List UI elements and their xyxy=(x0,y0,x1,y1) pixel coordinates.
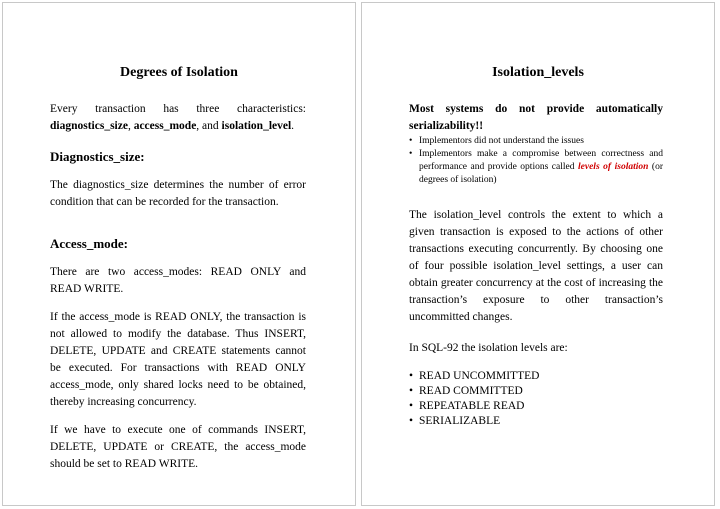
separator: . xyxy=(291,120,295,132)
lead-statement: Most systems do not provide automatically serializability!! xyxy=(409,103,663,132)
term-access-mode: access_mode xyxy=(133,120,197,132)
separator: , xyxy=(127,120,134,132)
isolation-levels-list xyxy=(409,369,663,429)
reasons-list xyxy=(409,135,663,187)
levels-of-isolation-highlight: levels of isolation xyxy=(578,162,649,172)
reason-item: • Implementors did not understand the issues xyxy=(409,135,663,148)
reason-item xyxy=(409,148,663,187)
isolation-level-paragraph: The isolation_level controls the extent to which a given transaction is exposed to the actions of other transactions executing concurrently. By choosing one of four possible isolation_level settings, a user can obtain greater concurrency at the cost of increasing the transaction’s exposure to other transaction’s uncommitted changes. xyxy=(409,209,663,323)
slide-body xyxy=(50,101,306,473)
slide-title: Isolation_levels xyxy=(492,65,584,80)
access-mode-heading: Access_mode: xyxy=(50,236,128,251)
level-item: • READ UNCOMMITTED xyxy=(409,369,663,384)
intro-text: Every transaction has three characteristics: xyxy=(50,103,306,115)
intro-terms xyxy=(50,118,306,135)
term-diagnostics-size: diagnostics_size xyxy=(50,120,128,132)
separator: , and xyxy=(196,120,222,132)
slide-body xyxy=(409,101,663,429)
diagnostics-text: The diagnostics_size determines the number of error condition that can be recorded for the transaction. xyxy=(50,179,306,208)
access-mode-para-1: There are two access_modes: READ ONLY and READ WRITE. xyxy=(50,266,306,295)
level-item: • SERIALIZABLE xyxy=(409,414,663,429)
access-mode-para-3: If we have to execute one of commands INSERT, DELETE, UPDATE or CREATE, the access_mode should be set to READ WRITE. xyxy=(50,424,306,470)
right-slide xyxy=(361,2,715,506)
reason-text: Implementors make a compromise between correctness and performance and provide options called xyxy=(419,149,663,172)
term-isolation-level: isolation_level xyxy=(221,120,292,132)
reason-text: (or degrees of isolation) xyxy=(419,162,664,185)
access-mode-para-2: If the access_mode is READ ONLY, the transaction is not allowed to modify the database. Thus INSERT, DELETE, UPDATE and CREATE statements cannot be executed. For transactions with READ ONLY access_mode, only shared locks need to be obtained, thereby increasing concurrency. xyxy=(50,311,306,408)
level-item: • REPEATABLE READ xyxy=(409,399,663,414)
intro-paragraph xyxy=(50,101,306,118)
slide-title: Degrees of Isolation xyxy=(120,65,238,80)
diagnostics-heading: Diagnostics_size: xyxy=(50,149,145,164)
left-slide xyxy=(2,2,356,506)
level-item: • READ COMMITTED xyxy=(409,384,663,399)
sql92-intro: In SQL-92 the isolation levels are: xyxy=(409,342,568,354)
